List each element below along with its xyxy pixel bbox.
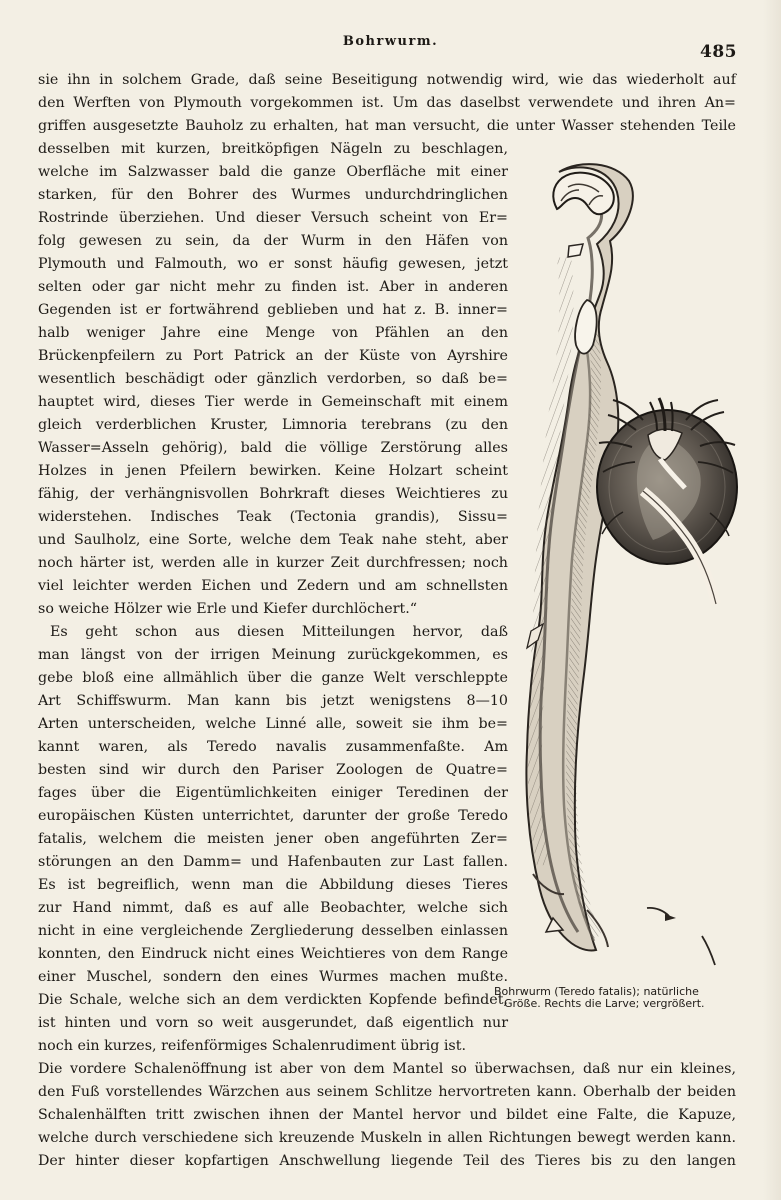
body-line: ist hinten und vorn so weit ausgerundet, daß eigentlich nur xyxy=(38,1015,508,1031)
body-line: zur Hand nimmt, daß es auf alle Beobachter, welche sich xyxy=(38,900,508,916)
body-line: folg gewesen zu sein, da der Wurm in den Häfen von xyxy=(38,233,508,249)
page-edge-shadow xyxy=(763,0,781,1200)
body-line: griffen ausgesetzte Bauholz zu erhalten, hat man versucht, die unter Wasser stehenden Teile xyxy=(38,118,736,134)
body-line: nicht in eine vergleichende Zergliederung desselben einlassen xyxy=(38,923,508,939)
paragraph-start-line: Es geht schon aus diesen Mitteilungen hervor, daß xyxy=(50,624,508,640)
body-line: sie ihn in solchem Grade, daß seine Beseitigung notwendig wird, wie das wiederholt auf xyxy=(38,72,736,88)
body-line: konnten, den Eindruck nicht eines Weichtieres von dem Range xyxy=(38,946,508,962)
body-line: man längst von der irrigen Meinung zurückgekommen, es xyxy=(38,647,508,663)
body-line: Rostrinde überziehen. Und dieser Versuch scheint von Er= xyxy=(38,210,508,226)
body-line: hauptet wird, dieses Tier werde in Gemeinschaft mit einem xyxy=(38,394,508,410)
body-line: Arten unterscheiden, welche Linné alle, soweit sie ihm be= xyxy=(38,716,508,732)
body-line: Brückenpfeilern zu Port Patrick an der Küste von Ayrshire xyxy=(38,348,508,364)
body-line: noch härter ist, werden alle in kurzer Zeit durchfressen; noch xyxy=(38,555,508,571)
body-line: gleich verderblichen Kruster, Limnoria terebrans (zu den xyxy=(38,417,508,433)
body-line: Die Schale, welche sich an dem verdickten Kopfende befindet, xyxy=(38,992,508,1008)
body-line: einer Muschel, sondern den eines Wurmes machen mußte. xyxy=(38,969,508,985)
body-line: den Fuß vorstellendes Wärzchen aus seinem Schlitze hervortreten kann. Oberhalb der beiden xyxy=(38,1084,736,1100)
body-line: europäischen Küsten unterrichtet, darunter der große Teredo xyxy=(38,808,508,824)
body-line: welche im Salzwasser bald die ganze Oberfläche mit einer xyxy=(38,164,508,180)
body-line: Gegenden ist er fortwährend geblieben und hat z. B. inner= xyxy=(38,302,508,318)
body-line: fages über die Eigentümlichkeiten einiger Teredinen der xyxy=(38,785,508,801)
body-line: störungen an den Damm= und Hafenbauten zur Last fallen. xyxy=(38,854,508,870)
body-line: Schalenhälften tritt zwischen ihnen der Mantel hervor und bildet eine Falte, die Kapuze, xyxy=(38,1107,736,1123)
body-line: Es ist begreiflich, wenn man die Abbildung dieses Tieres xyxy=(38,877,508,893)
body-line: wesentlich beschädigt oder gänzlich verdorben, so daß be= xyxy=(38,371,508,387)
body-line: starken, für den Bohrer des Wurmes undurchdringlichen xyxy=(38,187,508,203)
body-line: fatalis, welchem die meisten jener oben angeführten Zer= xyxy=(38,831,508,847)
body-line: Plymouth und Falmouth, wo er sonst häufig gewesen, jetzt xyxy=(38,256,508,272)
figure-caption xyxy=(494,986,744,1010)
body-line: selten oder gar nicht mehr zu finden ist. Aber in anderen xyxy=(38,279,508,295)
body-line: gebe bloß eine allmählich über die ganze Welt verschleppte xyxy=(38,670,508,686)
shipworm-illustration xyxy=(505,162,765,972)
body-line: halb weniger Jahre eine Menge von Pfählen an den xyxy=(38,325,508,341)
body-line: so weiche Hölzer wie Erle und Kiefer durchlöchert.“ xyxy=(38,601,418,617)
caption-line-2: Größe. Rechts die Larve; vergrößert. xyxy=(504,997,705,1011)
body-line: widerstehen. Indisches Teak (Tectonia grandis), Sissu= xyxy=(38,509,508,525)
body-line: besten sind wir durch den Pariser Zoologen de Quatre= xyxy=(38,762,508,778)
body-line: Die vordere Schalenöffnung ist aber von dem Mantel so überwachsen, daß nur ein kleines, xyxy=(38,1061,736,1077)
running-title: Bohrwurm. xyxy=(342,34,439,49)
body-line: Der hinter dieser kopfartigen Anschwellung liegende Teil des Tieres bis zu den langen xyxy=(38,1153,736,1169)
body-line: Art Schiffswurm. Man kann bis jetzt wenigstens 8—10 xyxy=(38,693,508,709)
caption-line-1: Bohrwurm (Teredo fatalis); natürliche xyxy=(494,985,699,998)
body-line: viel leichter werden Eichen und Zedern und am schnellsten xyxy=(38,578,508,594)
body-line: fähig, der verhängnisvollen Bohrkraft dieses Weichtieres zu xyxy=(38,486,508,502)
body-line: Holzes in jenen Pfeilern bewirken. Keine Holzart scheint xyxy=(38,463,508,479)
body-line: welche durch verschiedene sich kreuzende Muskeln in allen Richtungen bewegt werden kann. xyxy=(38,1130,736,1146)
body-line: Wasser=Asseln gehörig), bald die völlige Zerstörung alles xyxy=(38,440,508,456)
page-number: 485 xyxy=(700,42,737,62)
body-line: kannt waren, als Teredo navalis zusammenfaßte. Am xyxy=(38,739,508,755)
body-line: den Werften von Plymouth vorgekommen ist. Um das daselbst verwendete und ihren An= xyxy=(38,95,736,111)
body-line: noch ein kurzes, reifenförmiges Schalenrudiment übrig ist. xyxy=(38,1038,466,1054)
body-line: und Saulholz, eine Sorte, welche dem Teak nahe steht, aber xyxy=(38,532,508,548)
body-line: desselben mit kurzen, breitköpfigen Nägeln zu beschlagen, xyxy=(38,141,508,157)
